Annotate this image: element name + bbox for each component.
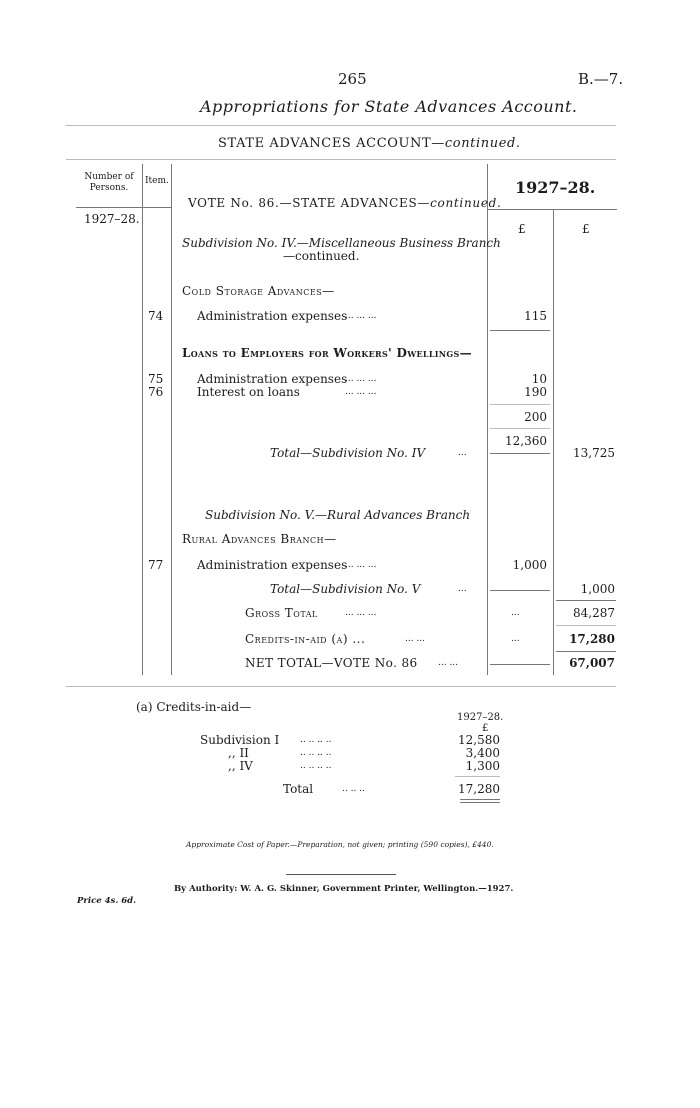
total-v-dots: ...	[458, 584, 467, 594]
footnote-total-dots: .. .. ..	[342, 784, 365, 794]
cold-storage-heading: Cold Storage Advances—	[182, 284, 335, 298]
year-header-rule	[487, 209, 617, 210]
credits-in-aid-dots: ... ...	[405, 634, 426, 644]
column-header-item: Item.	[145, 176, 169, 186]
vote-title	[188, 196, 502, 210]
rule-before-net	[556, 651, 616, 652]
unit-symbol-col2: £	[582, 222, 590, 236]
item-number-75: 75	[148, 372, 164, 386]
section-rule	[66, 159, 616, 160]
footnote-row-dots: .. .. .. ..	[300, 735, 332, 745]
net-total-dots: ... ...	[438, 658, 459, 668]
net-total-value: 67,007	[569, 656, 615, 670]
row-75-label: Administration expenses	[197, 372, 348, 386]
footnote-row-dots: .. .. .. ..	[300, 761, 332, 771]
row-74-dots: ... ... ...	[345, 311, 377, 321]
footnote-unit: £	[482, 723, 489, 734]
section-title	[218, 136, 521, 151]
footnote-total-value: 17,280	[458, 782, 500, 796]
total-iv-value: 13,725	[573, 446, 615, 460]
vote-title-main: VOTE No. 86.—STATE ADVANCES—	[188, 196, 431, 210]
footnote-double-rule-top	[460, 799, 500, 800]
rule-before-200	[490, 404, 550, 405]
row-77-label: Administration expenses	[197, 558, 348, 572]
total-v-label: Total—Subdivision No. V	[270, 582, 421, 596]
gross-total-label: Gross Total	[245, 606, 318, 620]
year-header: 1927–28.	[515, 178, 596, 197]
item-number-77: 77	[148, 558, 164, 572]
footnote-row-label: ,, IV	[228, 759, 253, 773]
rule-after-200	[490, 428, 550, 429]
credits-in-aid-col1: ...	[511, 634, 520, 644]
rule-total-v-col1	[490, 590, 550, 591]
price-label: Price 4s. 6d.	[77, 896, 137, 906]
section-title-continued: continued.	[444, 136, 521, 151]
loans-heading: Loans to Employers for Workers' Dwellings—	[182, 346, 472, 360]
credits-in-aid-value: 17,280	[569, 632, 615, 646]
persons-header-rule	[76, 207, 143, 208]
document-code: B.—7.	[578, 70, 624, 88]
vote-title-continued: continued.	[430, 196, 502, 210]
cost-of-paper-note: Approximate Cost of Paper.—Preparation, not given; printing (590 copies), £440.	[186, 840, 494, 849]
footnote-row-label: ,, II	[228, 746, 249, 760]
section-title-main: STATE ADVANCES ACCOUNT—	[218, 136, 445, 151]
total-iv-label: Total—Subdivision No. IV	[270, 446, 426, 460]
authority-line: By Authority: W. A. G. Skinner, Government Printer, Wellington.—1927.	[174, 884, 514, 894]
item-number-76: 76	[148, 385, 164, 399]
gross-total-col1: ...	[511, 608, 520, 618]
column-divider-amounts	[553, 209, 554, 675]
rule-after-total-v	[556, 600, 616, 601]
persons-year: 1927–28.	[84, 212, 140, 226]
item-number-74: 74	[148, 309, 164, 323]
footnote-double-rule-bottom	[460, 802, 500, 803]
rule-net-col1	[490, 664, 550, 665]
gross-total-dots: ... ... ...	[345, 608, 377, 618]
row-76-label: Interest on loans	[197, 385, 300, 399]
rule-total-iv-col1	[490, 453, 550, 454]
total-iv-dots: ...	[458, 448, 467, 458]
footnote-total-label: Total	[283, 782, 314, 796]
row-77-dots: ... ... ...	[345, 560, 377, 570]
gross-total-value: 84,287	[573, 606, 615, 620]
running-title: Appropriations for State Advances Account.	[200, 97, 578, 116]
total-v-value: 1,000	[580, 582, 615, 596]
subdivision-iv-continued: —continued.	[283, 249, 360, 263]
column-divider-persons	[142, 164, 143, 675]
row-77-value: 1,000	[512, 558, 547, 572]
footnote-heading: (a) Credits-in-aid—	[136, 700, 252, 714]
page-number: 265	[338, 70, 367, 88]
table-bottom-rule	[66, 686, 616, 687]
footnote-row-dots: .. .. .. ..	[300, 748, 332, 758]
item-header-rule	[143, 207, 172, 208]
subdivision-iv-heading: Subdivision No. IV.—Miscellaneous Business Branch	[182, 236, 501, 250]
row-75-value: 10	[531, 372, 547, 386]
row-74-label: Administration expenses	[197, 309, 348, 323]
header-rule	[66, 125, 616, 126]
rural-advances-heading: Rural Advances Branch—	[182, 532, 337, 546]
column-header-persons: Number of Persons.	[84, 172, 134, 193]
credits-in-aid-label: Credits-in-aid (a) ...	[245, 632, 366, 646]
net-total-label: NET TOTAL—VOTE No. 86	[245, 656, 418, 670]
row-74-value: 115	[524, 309, 547, 323]
rule-after-74	[490, 330, 550, 331]
subtotal-loans: 200	[524, 410, 547, 424]
imprint-rule	[286, 874, 396, 875]
subtotal-iv-col1: 12,360	[505, 434, 547, 448]
rule-after-gross	[556, 625, 616, 626]
footnote-row-value: 1,300	[465, 759, 500, 773]
row-75-dots: ... ... ...	[345, 374, 377, 384]
unit-symbol-col1: £	[518, 222, 526, 236]
footnote-total-rule	[455, 776, 500, 777]
footnote-row-value: 12,580	[458, 733, 500, 747]
footnote-year: 1927–28.	[457, 712, 504, 723]
subdivision-v-heading: Subdivision No. V.—Rural Advances Branch	[205, 508, 471, 522]
footnote-row-label: Subdivision I	[200, 733, 280, 747]
column-divider-item	[171, 164, 172, 675]
row-76-value: 190	[524, 385, 547, 399]
row-76-dots: ... ... ...	[345, 387, 377, 397]
footnote-row-value: 3,400	[465, 746, 500, 760]
